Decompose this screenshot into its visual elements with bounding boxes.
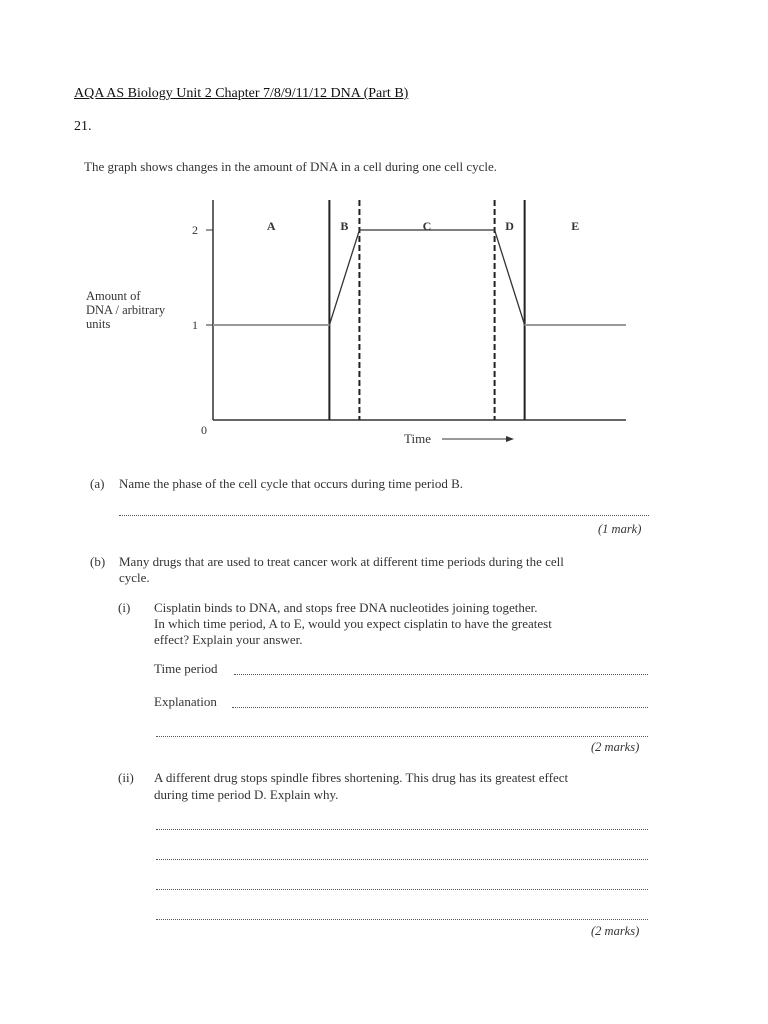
- period-label-b: B: [340, 219, 349, 233]
- period-label-d: D: [505, 219, 514, 233]
- y-axis-label-line-1: Amount of: [86, 289, 141, 303]
- part-b-ii-line1: A different drug stops spindle fibres shortening. This drug has its greatest effect: [154, 770, 569, 785]
- part-b-ii-marks: (2 marks): [591, 924, 640, 938]
- question-intro: The graph shows changes in the amount of DNA in a cell during one cell cycle.: [84, 159, 497, 174]
- part-a-text: Name the phase of the cell cycle that occurs during time period B.: [119, 476, 464, 491]
- part-b-ii-line2: during time period D. Explain why.: [154, 787, 339, 802]
- part-b-ii-label: (ii): [118, 770, 134, 785]
- answer-line-explanation-1[interactable]: [232, 707, 648, 708]
- dna-amount-series-line: [213, 230, 626, 325]
- answer-line-b-ii-2[interactable]: [156, 859, 648, 860]
- part-b-text-line2: cycle.: [119, 570, 150, 585]
- document-header: AQA AS Biology Unit 2 Chapter 7/8/9/11/12 DNA (Part B): [74, 86, 409, 101]
- x-axis-label: Time: [404, 431, 431, 446]
- period-label-a: A: [266, 219, 276, 233]
- part-b-i-line3: effect? Explain your answer.: [154, 632, 303, 647]
- explanation-label: Explanation: [154, 694, 217, 709]
- y-axis-label-line-3: units: [86, 317, 111, 331]
- y-tick-label: 2: [192, 223, 198, 237]
- question-number: 21.: [74, 119, 92, 134]
- answer-line-a[interactable]: [119, 515, 649, 516]
- answer-line-b-ii-3[interactable]: [156, 889, 648, 890]
- period-label-c: C: [422, 219, 432, 233]
- part-b-text-line1: Many drugs that are used to treat cancer work at different time periods during the cell: [119, 554, 564, 569]
- part-b-i-line1: Cisplatin binds to DNA, and stops free DNA nucleotides joining together.: [154, 600, 538, 615]
- answer-line-explanation-2[interactable]: [156, 736, 648, 737]
- part-a-marks: (1 mark): [598, 522, 642, 536]
- dna-cell-cycle-chart: [0, 0, 768, 460]
- part-a-label: (a): [90, 476, 105, 491]
- time-arrow-head: [506, 436, 514, 442]
- y-tick-label: 0: [201, 423, 207, 437]
- answer-line-b-ii-1[interactable]: [156, 829, 648, 830]
- answer-line-time-period[interactable]: [234, 674, 648, 675]
- answer-line-b-ii-4[interactable]: [156, 919, 648, 920]
- part-b-i-marks: (2 marks): [591, 740, 640, 754]
- y-tick-label: 1: [192, 318, 198, 332]
- part-b-i-line2: In which time period, A to E, would you expect cisplatin to have the greatest: [154, 616, 552, 631]
- period-label-e: E: [571, 219, 580, 233]
- time-period-label: Time period: [154, 661, 218, 676]
- part-b-label: (b): [90, 554, 106, 569]
- y-axis-label-line-2: DNA / arbitrary: [86, 303, 166, 317]
- part-b-i-label: (i): [118, 600, 131, 615]
